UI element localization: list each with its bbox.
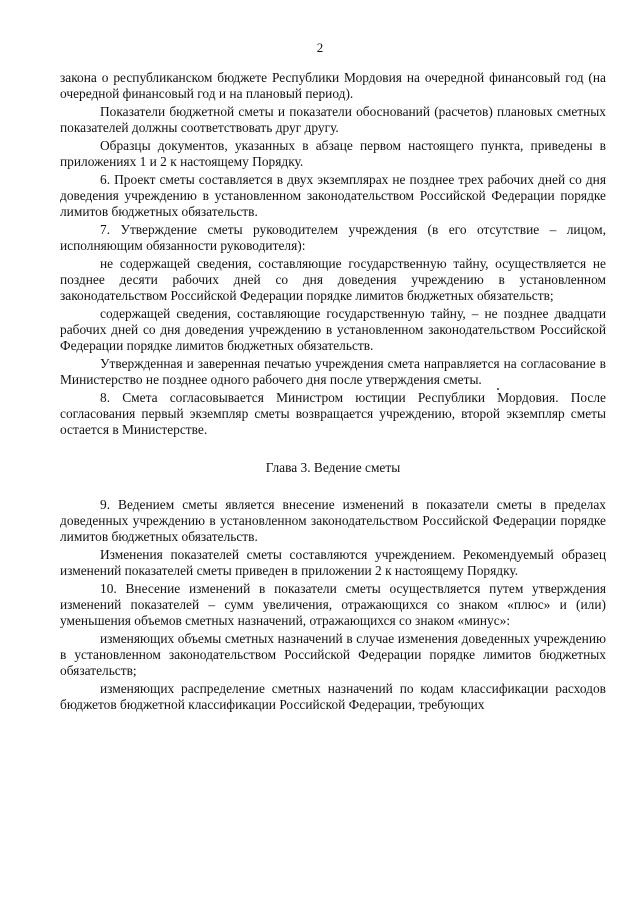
chapter-heading: Глава 3. Ведение сметы <box>265 460 401 476</box>
paragraph: изменяющих объемы сметных назначений в случае изменения доведенных учреждению в установленном законодательством Российской Федерации порядке лимитов бюджетных обязательств; <box>60 630 606 679</box>
paragraph: закона о республиканском бюджете Республики Мордовия на очередной финансовый год (на очередной финансовый год и на плановый период). <box>60 70 606 102</box>
scan-speck <box>497 388 499 390</box>
paragraph: не содержащей сведения, составляющие государственную тайну, осуществляется не позднее десяти рабочих дней со дня доведения учреждению в установленном законодательством Российской Федерации порядке лимитов бюджетных обязательств; <box>60 255 606 304</box>
paragraph: Утвержденная и заверенная печатью учреждения смета направляется на согласование в Министерство не позднее одного рабочего дня после утверждения сметы. <box>60 355 606 388</box>
paragraph: 10. Внесение изменений в показатели сметы осуществляется путем утверждения изменений показателей – сумм увеличения, отражающихся со знаком «плюс» и (или) уменьшения объемов сметных назначений, отражающихся со знаком «минус»: <box>60 580 606 629</box>
paragraph: 7. Утверждение сметы руководителем учреждения (в его отсутствие – лицом, исполняющим обязанности руководителя): <box>60 221 606 254</box>
paragraph: Образцы документов, указанных в абзаце первом настоящего пункта, приведены в приложениях 1 и 2 к настоящему Порядку. <box>60 137 606 170</box>
paragraph: содержащей сведения, составляющие государственную тайну, – не позднее двадцати рабочих дней со дня доведения учреждению в установленном законодательством Российской Федерации порядке лимитов бюджетных обязательств. <box>60 305 606 354</box>
paragraph: 9. Ведением сметы является внесение изменений в показатели сметы в пределах доведенных учреждению в установленном законодательством Российской Федерации порядке лимитов бюджетных обязательств. <box>60 496 606 545</box>
paragraph: 6. Проект сметы составляется в двух экземплярах не позднее трех рабочих дней со дня доведения учреждению в установленном законодательством Российской Федерации порядке лимитов бюджетных обязательств. <box>60 171 606 220</box>
paragraph: Изменения показателей сметы составляются учреждением. Рекомендуемый образец изменений показателей сметы приведен в приложении 2 к настоящему Порядку. <box>60 546 606 578</box>
body-text <box>60 70 606 715</box>
paragraph: Показатели бюджетной сметы и показатели обоснований (расчетов) плановых сметных показателей должны соответствовать друг другу. <box>60 103 606 136</box>
page-number: 2 <box>316 40 324 55</box>
paragraph: изменяющих распределение сметных назначений по кодам классификации расходов бюджетов бюджетной классификации Российской Федерации, требующих <box>60 680 606 713</box>
paragraph: 8. Смета согласовывается Министром юстиции Республики Мордовия. После согласования первый экземпляр сметы возвращается учреждению, второй экземпляр сметы остается в Министерстве. <box>60 389 606 438</box>
